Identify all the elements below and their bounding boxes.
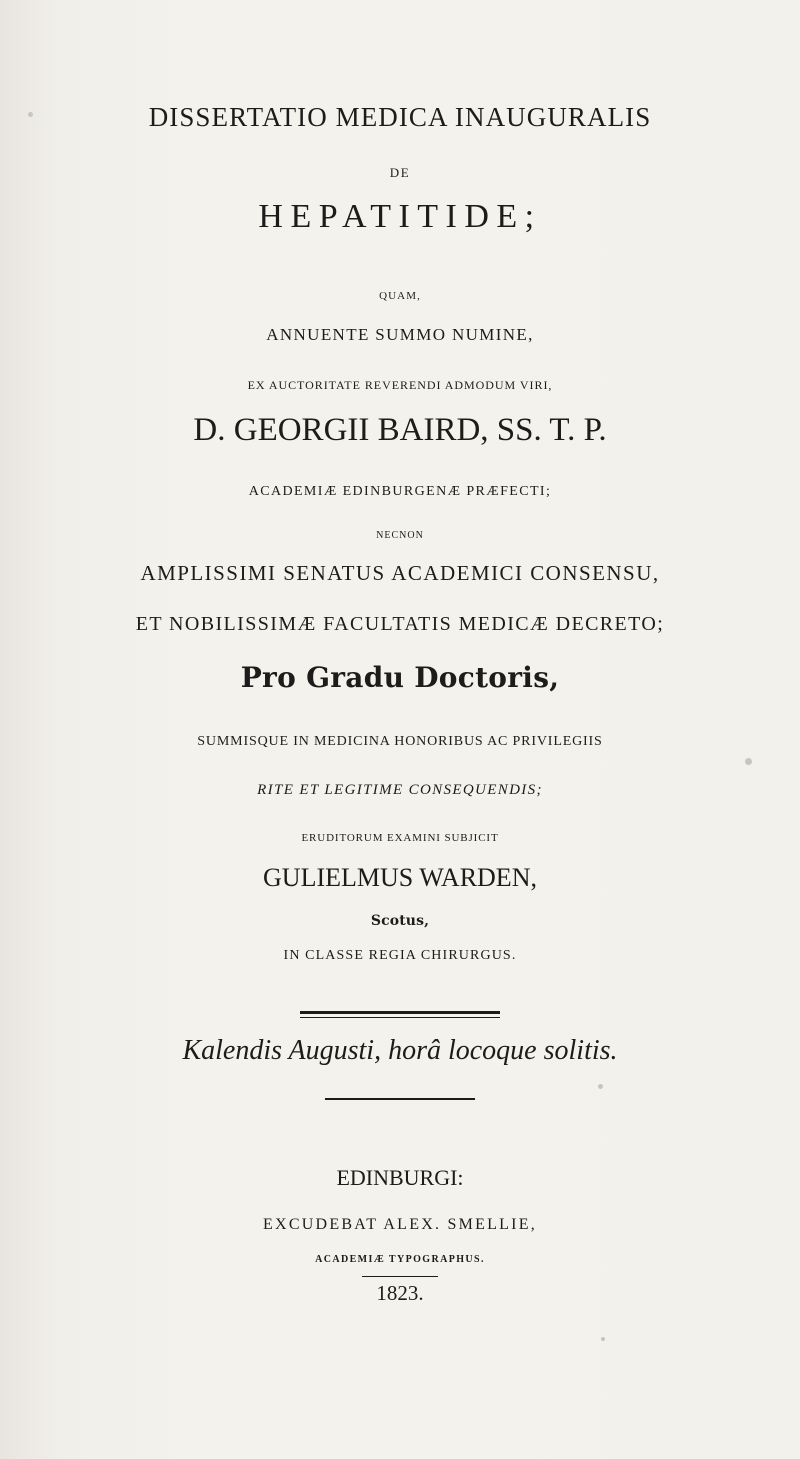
annuente-line: ANNUENTE SUMMO NUMINE, bbox=[266, 325, 534, 344]
facultatis-line: ET NOBILISSIMÆ FACULTATIS MEDICÆ DECRETO; bbox=[135, 613, 665, 635]
edinburgi-line: EDINBURGI: bbox=[336, 1165, 464, 1190]
excudebat-line: EXCUDEBAT ALEX. SMELLIE, bbox=[263, 1216, 537, 1233]
lower-rule bbox=[325, 1098, 475, 1100]
senatus-line: AMPLISSIMI SENATUS ACADEMICI CONSENSU, bbox=[140, 561, 660, 585]
year-line: 1823. bbox=[376, 1281, 424, 1305]
foxing-spot bbox=[28, 112, 33, 117]
examini-line: ERUDITORUM EXAMINI SUBJICIT bbox=[301, 832, 499, 844]
typographus-line: ACADEMIÆ TYPOGRAPHUS. bbox=[315, 1254, 485, 1265]
academiae-line: ACADEMIÆ EDINBURGENÆ PRÆFECTI; bbox=[248, 484, 552, 499]
upper-rule-thin bbox=[300, 1017, 500, 1018]
pro-gradu-doctoris: Pro Gradu Doctoris, bbox=[240, 661, 560, 694]
summisque-line: SUMMISQUE IN MEDICINA HONORIBUS AC PRIVILEGIIS bbox=[197, 734, 603, 749]
date-rule bbox=[362, 1276, 438, 1277]
kalendis-line: Kalendis Augusti, horâ locoque solitis. bbox=[182, 1035, 618, 1066]
georgii-baird-line: D. GEORGII BAIRD, SS. T. P. bbox=[193, 412, 607, 448]
upper-rule bbox=[300, 1011, 500, 1014]
auctoritate-line: EX AUCTORITATE REVERENDI ADMODUM VIRI, bbox=[247, 378, 553, 392]
author-name: GULIELMUS WARDEN, bbox=[263, 863, 537, 892]
foxing-spot bbox=[601, 1337, 605, 1341]
foxing-spot bbox=[598, 1084, 603, 1089]
scotus-line: Scotus, bbox=[370, 913, 430, 929]
dissertation-heading: DISSERTATIO MEDICA INAUGURALIS bbox=[148, 102, 652, 132]
chirurgus-line: IN CLASSE REGIA CHIRURGUS. bbox=[283, 948, 517, 963]
necnon-line: NECNON bbox=[376, 530, 424, 541]
de-line: DE bbox=[389, 165, 411, 180]
rite-line: RITE ET LEGITIME CONSEQUENDIS; bbox=[257, 782, 543, 798]
foxing-spot bbox=[745, 758, 752, 765]
quam-line: QUAM, bbox=[379, 290, 421, 302]
hepatitide-title: HEPATITIDE; bbox=[258, 198, 542, 235]
